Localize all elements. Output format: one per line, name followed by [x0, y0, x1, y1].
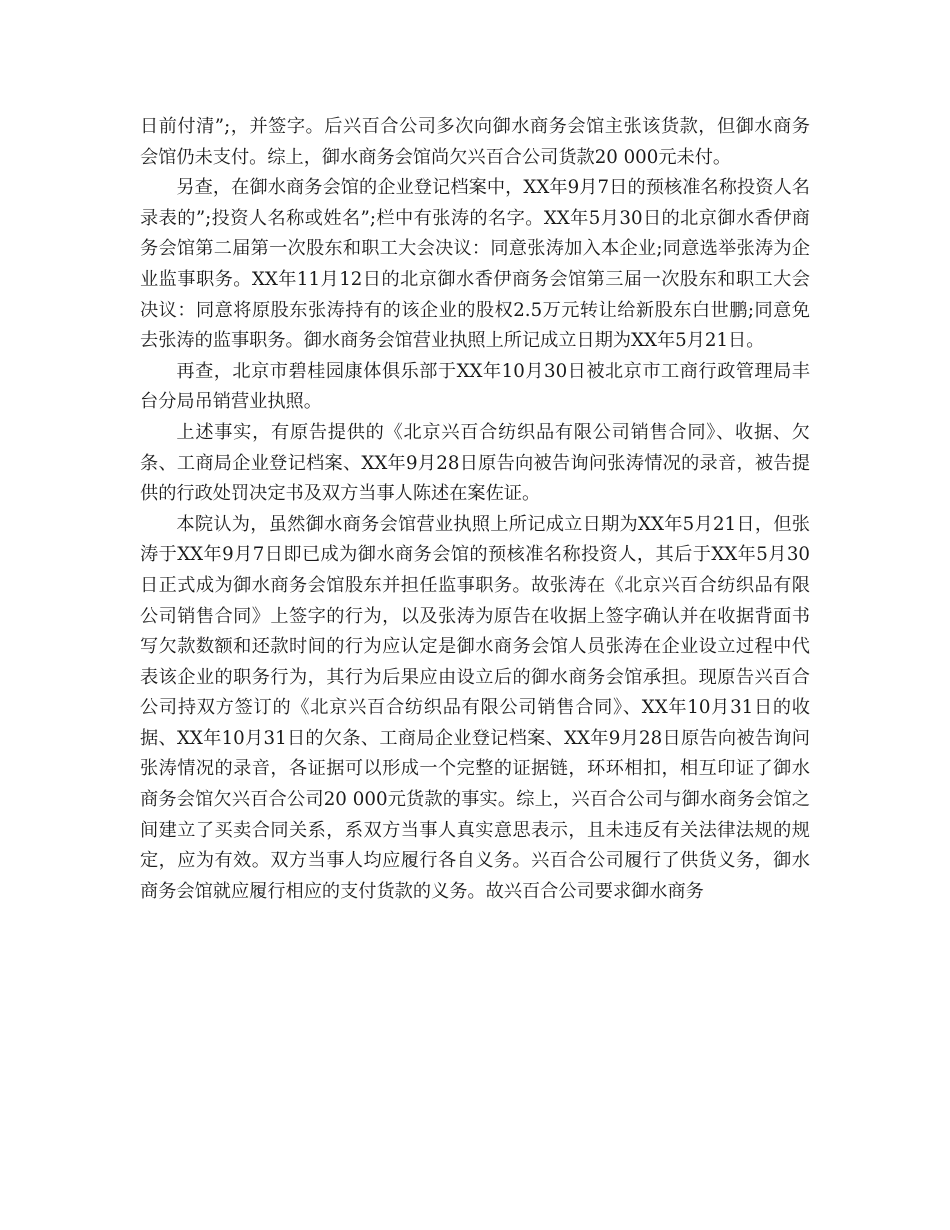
document-body: [140, 112, 810, 907]
paragraph-court-opinion: 本院认为，虽然御水商务会馆营业执照上所记成立日期为XX年5月21日，但张涛于XX年9月7日即已成为御水商务会馆的预核准名称投资人，其后于XX年5月30日正式成为御水商务会馆股东并担任监事职务。故张涛在《北京兴百合纺织品有限公司销售合同》上签字的行为，以及张涛为原告在收据上签字确认并在收据背面书写欠款数额和还款时间的行为应认定是御水商务会馆人员张涛在企业设立过程中代表该企业的职务行为，其行为后果应由设立后的御水商务会馆承担。现原告兴百合公司持双方签订的《北京兴百合纺织品有限公司销售合同》、XX年10月31日的收据、XX年10月31日的欠条、工商局企业登记档案、XX年9月28日原告向被告询问张涛情况的录音，各证据可以形成一个完整的证据链，环环相扣，相互印证了御水商务会馆欠兴百合公司20 000元货款的事实。综上，兴百合公司与御水商务会馆之间建立了买卖合同关系，系双方当事人真实意思表示，且未违反有关法律法规的规定，应为有效。双方当事人均应履行各自义务。兴百合公司履行了供货义务，御水商务会馆就应履行相应的支付货款的义务。故兴百合公司要求御水商务: [140, 513, 810, 902]
paragraph-payment-status: 日前付清”;，并签字。后兴百合公司多次向御水商务会馆主张该货款，但御水商务会馆仍未支付。综上，御水商务会馆尚欠兴百合公司货款20 000元未付。: [140, 116, 810, 168]
paragraph-evidence-list: 上述事实，有原告提供的《北京兴百合纺织品有限公司销售合同》、收据、欠条、工商局企业登记档案、XX年9月28日原告向被告询问张涛情况的录音，被告提供的行政处罚决定书及双方当事人陈述在案佐证。: [140, 421, 810, 505]
paragraph-license-revocation: 再查，北京市碧桂园康体俱乐部于XX年10月30日被北京市工商行政管理局丰台分局吊销营业执照。: [140, 360, 810, 413]
paragraph-registration-records: 另查，在御水商务会馆的企业登记档案中，XX年9月7日的预核准名称投资人名录表的”;投资人名称或姓名”;栏中有张涛的名字。XX年5月30日的北京御水香伊商务会馆第二届第一次股东和职工大会决议：同意张涛加入本企业;同意选举张涛为企业监事职务。XX年11月12日的北京御水香伊商务会馆第三届一次股东和职工大会决议：同意将原股东张涛持有的该企业的股权2.5万元转让给新股东白世鹏;同意免去张涛的监事职务。御水商务会馆营业执照上所记成立日期为XX年5月21日。: [140, 177, 810, 352]
